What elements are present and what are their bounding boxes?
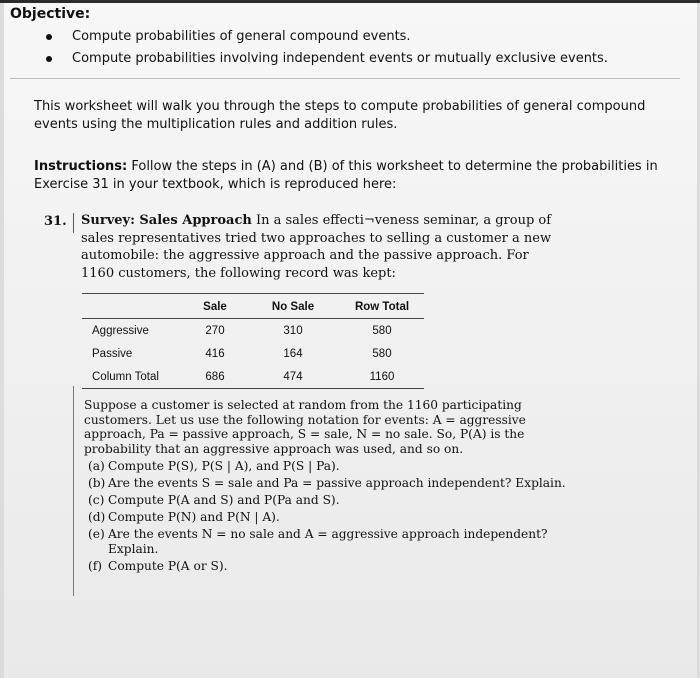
exercise-notation-text: Suppose a customer is selected at random from the 1160 participating customers. Let us use the following notation for events: A = aggressive approach, Pa = passive approach, S = sale, N = no sale. So, P(A) is the probability that an aggressive approach was used, and so on.: [84, 398, 526, 456]
exercise-title: Survey: Sales Approach: [81, 213, 252, 228]
exercise-part: (a) Compute P(S), P(S | A), and P(S | Pa).: [88, 459, 340, 473]
exercise-number: 31.: [44, 214, 67, 229]
table-row: Column Total 686 474 1160: [92, 370, 395, 383]
column-header: Sale: [203, 301, 227, 313]
table-header-row: [82, 295, 424, 319]
table-top-rule: [82, 293, 424, 294]
exercise-margin-bar: [73, 386, 74, 596]
column-header: Row Total: [354, 301, 410, 313]
objective-list: [40, 26, 608, 70]
table-row: Passive 416 164 580: [92, 347, 392, 360]
exercise-margin-bar: [73, 213, 74, 233]
table-row: Aggressive 270 310 580: [92, 324, 392, 337]
intro-text: This worksheet will walk you through the steps to compute probabilities of general compound events using the multiplication rules and addition rules.: [34, 99, 646, 132]
objective-item: Compute probabilities involving independent events or mutually exclusive events.: [40, 48, 608, 70]
exercise-text: Survey: Sales Approach In a sales effecti¬veness seminar, a group of sales representatives tried two approaches to selling a customer a new automobile: the aggressive approach and the passive approach. For 1160 customers, the following record was kept:: [81, 213, 552, 281]
sales-table: [82, 295, 424, 388]
table-bottom-rule: [82, 388, 424, 389]
exercise-part: (e) Are the events N = no sale and A = aggressive approach independent? Explain.: [88, 527, 548, 556]
instructions-label: Instructions:: [34, 159, 128, 174]
exercise-parts-list: [88, 459, 568, 576]
column-header: No Sale: [271, 301, 315, 313]
bullet-icon: [46, 56, 52, 62]
exercise-part: (b) Are the events S = sale and Pa = passive approach independent? Explain.: [88, 476, 566, 490]
section-divider: [10, 78, 680, 79]
exercise-part: (d) Compute P(N) and P(N | A).: [88, 510, 280, 524]
objective-heading: Objective:: [10, 6, 91, 22]
objective-item: Compute probabilities of general compound events.: [40, 26, 608, 48]
bullet-icon: [46, 34, 52, 40]
instructions-text: Instructions: Follow the steps in (A) and (B) of this worksheet to determine the probabilities in Exercise 31 in your textbook, which is reproduced here:: [34, 159, 658, 192]
exercise-part: (f) Compute P(A or S).: [88, 559, 228, 573]
exercise-part: (c) Compute P(A and S) and P(Pa and S).: [88, 493, 340, 507]
